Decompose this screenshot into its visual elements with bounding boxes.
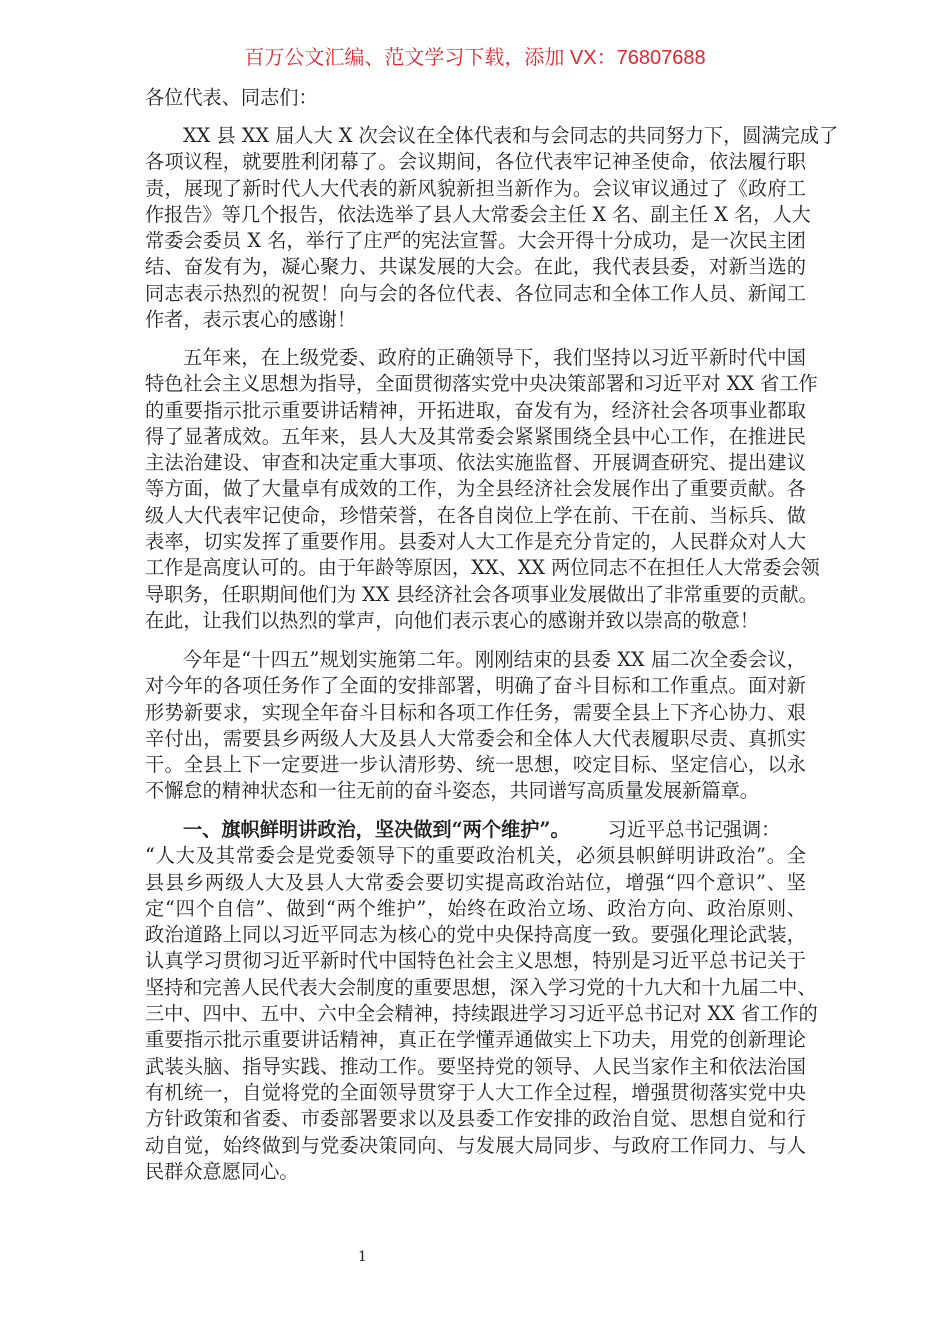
- text-line: 坚持和完善人民代表大会制度的重要思想，深入学习党的十九大和十九届二中、: [145, 975, 817, 999]
- text-line: 三中、四中、五中、六中全会精神，持续跟进学习习近平总书记对 XX 省工作的: [145, 1002, 818, 1026]
- text-line: 各项议程，就要胜利闭幕了。会议期间，各位代表牢记神圣使命，依法履行职: [145, 150, 806, 174]
- salutation-text: 各位代表、同志们：: [145, 86, 318, 109]
- text-line: 方针政策和省委、市委部署要求以及县委工作安排的政治自觉、思想自觉和行: [145, 1107, 806, 1131]
- text-line: 级人大代表牢记使命，珍惜荣誉，在各自岗位上学在前、干在前、当标兵、做: [145, 503, 806, 527]
- text-line: 五年来，在上级党委、政府的正确领导下，我们坚持以习近平新时代中国: [183, 346, 806, 369]
- text-line: 重要指示批示重要讲话精神，真正在学懂弄通做实上下功夫，用党的创新理论: [145, 1028, 806, 1052]
- text-line: “人大及其常委会是党委领导下的重要政治机关，必须县帜鲜明讲政治”。全: [145, 844, 806, 868]
- text-line: 县县乡两级人大及县人大常委会要切实提高政治站位，增强“四个意识”、坚: [145, 870, 806, 894]
- text-line: 特色社会主义思想为指导，全面贯彻落实党中央决策部署和习近平对 XX 省工作: [145, 372, 818, 396]
- text-line: 今年是“十四五”规划实施第二年。刚刚结束的县委 XX 届二次全委会议，: [183, 648, 806, 671]
- text-line: 主法治建设、审查和决定重大事项、依法实施监督、开展调查研究、提出建议: [145, 451, 806, 475]
- text-line: 对今年的各项任务作了全面的安排部署，明确了奋斗目标和工作重点。面对新: [145, 674, 806, 698]
- text-line: 等方面，做了大量卓有成效的工作，为全县经济社会发展作出了重要贡献。各: [145, 477, 806, 501]
- text-line: 作报告》等几个报告，依法选举了县人大常委会主任 X 名、副主任 X 名，人大: [145, 202, 811, 226]
- section-1-first-line: [145, 817, 806, 843]
- text-line: XX 县 XX 届人大 X 次会议在全体代表和与会同志的共同努力下，圆满完成了: [183, 124, 839, 147]
- text-line: 导职务，任职期间他们为 XX 县经济社会各项事业发展做出了非常重要的贡献。: [145, 582, 818, 606]
- text-line: 结、奋发有为，凝心聚力、共谋发展的大会。在此，我代表县委，对新当选的: [145, 255, 806, 279]
- text-line: 定“四个自信”、做到“两个维护”，始终在政治立场、政治方向、政治原则、: [145, 896, 806, 920]
- section-1: [145, 817, 818, 1185]
- text-line: 辛付出，需要县乡两级人大及县人大常委会和全体人大代表履职尽责、真抓实: [145, 726, 806, 750]
- watermark-banner: 百万公文汇编、范文学习下载，添加 VX：76807688: [244, 47, 706, 69]
- text-line: 不懈怠的精神状态和一往无前的奋斗姿态，共同谱写高质量发展新篇章。: [145, 779, 759, 803]
- text-line: 认真学习贯彻习近平新时代中国特色社会主义思想，特别是习近平总书记关于: [145, 949, 806, 973]
- text-line: 干。全县上下一定要进一步认清形势、统一思想，咬定目标、坚定信心，以永: [145, 753, 806, 777]
- text-line: 表率，切实发挥了重要作用。县委对人大工作是充分肯定的，人民群众对人大: [145, 530, 806, 554]
- text-line: 动自觉，始终做到与党委决策同向、与发展大局同步、与政府工作同力、与人: [145, 1133, 806, 1157]
- text-line: 武装头脑、指导实践、推动工作。要坚持党的领导、人民当家作主和依法治国: [145, 1054, 806, 1078]
- text-line: 有机统一，自觉将党的全面领导贯穿于人大工作全过程，增强贯彻落实党中央: [145, 1080, 806, 1104]
- text-line: 常委会委员 X 名，举行了庄严的宪法宣誓。大会开得十分成功，是一次民主团: [145, 229, 806, 253]
- section-1-heading: 一、旗帜鲜明讲政治，坚决做到“两个维护”。: [183, 818, 570, 841]
- paragraph-3: [145, 647, 806, 805]
- page-number: 1: [358, 1249, 367, 1265]
- paragraph-1: [145, 123, 839, 333]
- text-line: 的重要指示批示重要讲话精神，开拓进取，奋发有为，经济社会各项事业都取: [145, 398, 806, 422]
- salutation: [145, 85, 806, 111]
- text-line: 得了显著成效。五年来，县人大及其常委会紧紧围绕全县中心工作，在推进民: [145, 424, 806, 448]
- paragraph-2: [145, 345, 820, 634]
- text-line: 形势新要求，实现全年奋斗目标和各项工作任务，需要全县上下齐心协力、艰: [145, 700, 806, 724]
- text-line: 政治道路上同以习近平同志为核心的党中央保持高度一致。要强化理论武装，: [145, 923, 806, 947]
- text-line: 责，展现了新时代人大代表的新风貌新担当新作为。会议审议通过了《政府工: [145, 176, 806, 200]
- text-line: 民群众意愿同心。: [145, 1159, 299, 1183]
- text-line: 工作是高度认可的。由于年龄等原因，XX、XX 两位同志不在担任人大常委会领: [145, 556, 820, 580]
- text-line: 作者，表示衷心的感谢！: [145, 308, 357, 332]
- text-line: 同志表示热烈的祝贺！向与会的各位代表、各位同志和全体工作人员、新闻工: [145, 281, 806, 305]
- section-1-first-line-text: 习近平总书记强调：: [607, 818, 781, 841]
- text-line: 在此，让我们以热烈的掌声，向他们表示衷心的感谢并致以崇高的敬意！: [145, 608, 759, 632]
